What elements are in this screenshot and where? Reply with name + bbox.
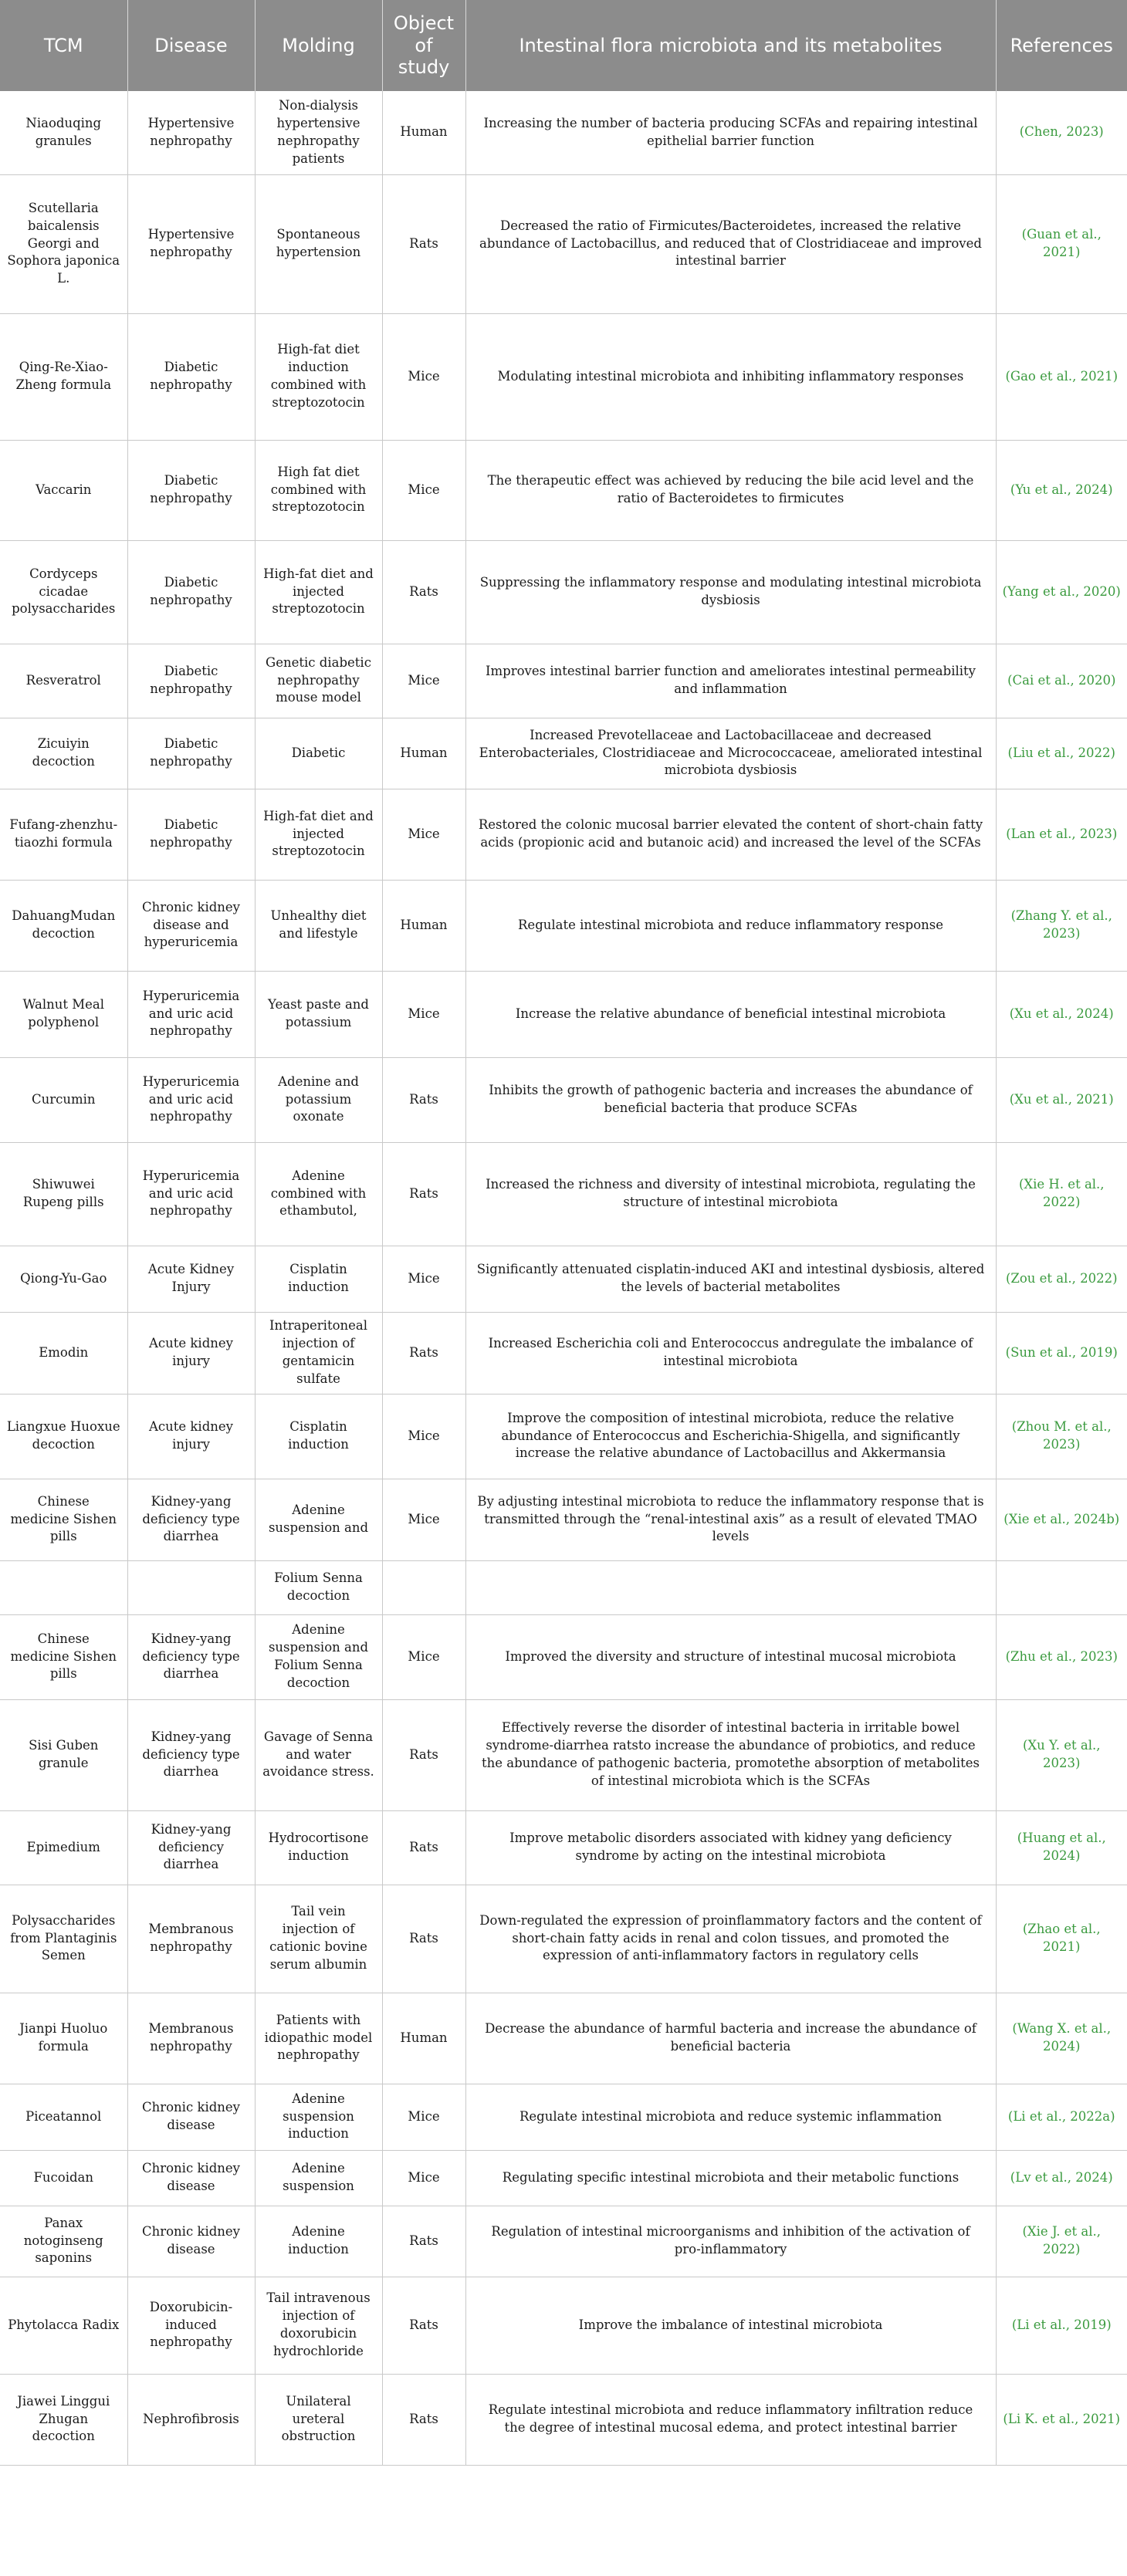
cell-molding: Adenine combined with ethambutol, — [255, 1142, 382, 1246]
table-row — [0, 789, 1127, 880]
cell-object-of-study: Human — [382, 718, 465, 789]
cell-disease: Diabetic nephropathy — [127, 644, 255, 718]
cell-tcm: Chinese medicine Sishen pills — [0, 1614, 127, 1699]
cell-intestinal-flora: Increased Escherichia coli and Enterococcus andregulate the imbalance of intestinal microbiota — [465, 1312, 996, 1394]
cell-object-of-study: Rats — [382, 2277, 465, 2374]
cell-object-of-study: Rats — [382, 1885, 465, 1993]
cell-tcm: Fufang-zhenzhu-tiaozhi formula — [0, 789, 127, 880]
cell-reference[interactable]: (Chen, 2023) — [996, 91, 1127, 174]
cell-molding: Intraperitoneal injection of gentamicin sulfate — [255, 1312, 382, 1394]
cell-tcm: Vaccarin — [0, 440, 127, 540]
cell-reference[interactable]: (Wang X. et al., 2024) — [996, 1993, 1127, 2084]
cell-molding: Genetic diabetic nephropathy mouse model — [255, 644, 382, 718]
cell-reference[interactable]: (Liu et al., 2022) — [996, 718, 1127, 789]
cell-tcm: Jianpi Huoluo formula — [0, 1993, 127, 2084]
header-intestinal-flora: Intestinal flora microbiota and its metabolites — [465, 0, 996, 91]
cell-object-of-study: Rats — [382, 1057, 465, 1142]
table-row — [0, 1057, 1127, 1142]
cell-molding: Adenine induction — [255, 2206, 382, 2277]
cell-tcm: Shiwuwei Rupeng pills — [0, 1142, 127, 1246]
header-molding: Molding — [255, 0, 382, 91]
table-row — [0, 440, 1127, 540]
cell-tcm: DahuangMudan decoction — [0, 880, 127, 971]
table-row — [0, 1394, 1127, 1479]
cell-disease: Acute kidney injury — [127, 1312, 255, 1394]
cell-disease: Kidney-yang deficiency diarrhea — [127, 1810, 255, 1885]
cell-molding: Tail vein injection of cationic bovine serum albumin — [255, 1885, 382, 1993]
table-header — [0, 0, 1127, 91]
cell-object-of-study: Mice — [382, 1394, 465, 1479]
cell-reference[interactable]: (Li et al., 2022a) — [996, 2084, 1127, 2150]
cell-tcm: Chinese medicine Sishen pills — [0, 1479, 127, 1560]
table-row — [0, 1699, 1127, 1810]
table-row — [0, 2277, 1127, 2374]
table-row — [0, 1614, 1127, 1699]
cell-reference[interactable]: (Sun et al., 2019) — [996, 1312, 1127, 1394]
cell-reference[interactable]: (Guan et al., 2021) — [996, 174, 1127, 313]
cell-reference[interactable]: (Li et al., 2019) — [996, 2277, 1127, 2374]
cell-intestinal-flora: Inhibits the growth of pathogenic bacteria and increases the abundance of beneficial bacteria that produce SCFAs — [465, 1057, 996, 1142]
cell-molding: Unhealthy diet and lifestyle — [255, 880, 382, 971]
cell-disease: Acute kidney injury — [127, 1394, 255, 1479]
cell-intestinal-flora: Increasing the number of bacteria producing SCFAs and repairing intestinal epithelial barrier function — [465, 91, 996, 174]
cell-molding: Adenine and potassium oxonate — [255, 1057, 382, 1142]
cell-object-of-study: Human — [382, 91, 465, 174]
cell-tcm: Zicuiyin decoction — [0, 718, 127, 789]
cell-intestinal-flora: Decrease the abundance of harmful bacteria and increase the abundance of beneficial bacteria — [465, 1993, 996, 2084]
cell-tcm: Polysaccharides from Plantaginis Semen — [0, 1885, 127, 1993]
cell-disease: Diabetic nephropathy — [127, 789, 255, 880]
cell-intestinal-flora: Increased Prevotellaceae and Lactobacillaceae and decreased Enterobacteriales, Clostridiaceae and Micrococcaceae, ameliorated intestinal microbiota dysbiosis — [465, 718, 996, 789]
cell-tcm: Piceatannol — [0, 2084, 127, 2150]
cell-disease: Kidney-yang deficiency type diarrhea — [127, 1479, 255, 1560]
table-row — [0, 971, 1127, 1057]
table-row — [0, 1479, 1127, 1560]
cell-reference[interactable]: (Xu et al., 2021) — [996, 1057, 1127, 1142]
table-row — [0, 718, 1127, 789]
cell-reference[interactable]: (Huang et al., 2024) — [996, 1810, 1127, 1885]
table-row — [0, 1246, 1127, 1312]
cell-object-of-study — [382, 1560, 465, 1614]
cell-object-of-study: Rats — [382, 2206, 465, 2277]
cell-intestinal-flora: Regulate intestinal microbiota and reduce inflammatory infiltration reduce the degree of intestinal mucosal edema, and protect intestinal barrier — [465, 2374, 996, 2465]
cell-intestinal-flora: Regulating specific intestinal microbiota and their metabolic functions — [465, 2150, 996, 2206]
cell-intestinal-flora: Improves intestinal barrier function and ameliorates intestinal permeability and inflammation — [465, 644, 996, 718]
table-row — [0, 2150, 1127, 2206]
table-row — [0, 313, 1127, 440]
cell-object-of-study: Mice — [382, 2150, 465, 2206]
cell-molding: High fat diet combined with streptozotocin — [255, 440, 382, 540]
table-row — [0, 91, 1127, 174]
table-row — [0, 2206, 1127, 2277]
cell-disease: Hypertensive nephropathy — [127, 174, 255, 313]
header-row — [0, 0, 1127, 91]
cell-reference[interactable]: (Xu Y. et al., 2023) — [996, 1699, 1127, 1810]
cell-intestinal-flora: Significantly attenuated cisplatin-induced AKI and intestinal dysbiosis, altered the levels of bacterial metabolites — [465, 1246, 996, 1312]
table-row — [0, 1885, 1127, 1993]
header-references: References — [996, 0, 1127, 91]
cell-intestinal-flora: The therapeutic effect was achieved by reducing the bile acid level and the ratio of Bacteroidetes to firmicutes — [465, 440, 996, 540]
cell-reference[interactable]: (Xie et al., 2024b) — [996, 1479, 1127, 1560]
header-disease: Disease — [127, 0, 255, 91]
cell-object-of-study: Rats — [382, 1810, 465, 1885]
table-row — [0, 1993, 1127, 2084]
cell-reference[interactable]: (Xie H. et al., 2022) — [996, 1142, 1127, 1246]
cell-disease: Diabetic nephropathy — [127, 440, 255, 540]
cell-disease: Acute Kidney Injury — [127, 1246, 255, 1312]
cell-object-of-study: Rats — [382, 2374, 465, 2465]
table-row — [0, 1142, 1127, 1246]
table-row — [0, 880, 1127, 971]
cell-intestinal-flora: Down-regulated the expression of proinflammatory factors and the content of short-chain fatty acids in renal and colon tissues, and promoted the expression of anti-inflammatory factors in regulatory cells — [465, 1885, 996, 1993]
cell-tcm: Curcumin — [0, 1057, 127, 1142]
cell-tcm: Panax notoginseng saponins — [0, 2206, 127, 2277]
cell-object-of-study: Human — [382, 880, 465, 971]
cell-reference[interactable]: (Zhang Y. et al., 2023) — [996, 880, 1127, 971]
table-body — [0, 91, 1127, 2465]
cell-molding: Cisplatin induction — [255, 1394, 382, 1479]
cell-disease: Diabetic nephropathy — [127, 313, 255, 440]
cell-molding: Adenine suspension induction — [255, 2084, 382, 2150]
cell-object-of-study: Rats — [382, 174, 465, 313]
cell-object-of-study: Mice — [382, 2084, 465, 2150]
cell-tcm: Jiawei Linggui Zhugan decoction — [0, 2374, 127, 2465]
cell-reference[interactable]: (Zhou M. et al., 2023) — [996, 1394, 1127, 1479]
cell-disease: Hyperuricemia and uric acid nephropathy — [127, 1057, 255, 1142]
cell-molding: Yeast paste and potassium — [255, 971, 382, 1057]
cell-tcm: Emodin — [0, 1312, 127, 1394]
cell-tcm: Qing-Re-Xiao-Zheng formula — [0, 313, 127, 440]
cell-reference[interactable]: (Cai et al., 2020) — [996, 644, 1127, 718]
cell-molding: Patients with idiopathic model nephropathy — [255, 1993, 382, 2084]
cell-intestinal-flora: Improve the imbalance of intestinal microbiota — [465, 2277, 996, 2374]
cell-intestinal-flora: Suppressing the inflammatory response and modulating intestinal microbiota dysbiosis — [465, 540, 996, 644]
cell-intestinal-flora: Modulating intestinal microbiota and inhibiting inflammatory responses — [465, 313, 996, 440]
cell-tcm: Scutellaria baicalensis Georgi and Sophora japonica L. — [0, 174, 127, 313]
cell-molding: Spontaneous hypertension — [255, 174, 382, 313]
cell-tcm: Qiong-Yu-Gao — [0, 1246, 127, 1312]
cell-intestinal-flora: By adjusting intestinal microbiota to reduce the inflammatory response that is transmitted through the “renal-intestinal axis” as a result of elevated TMAO levels — [465, 1479, 996, 1560]
header-object-of-study: Object of study — [382, 0, 465, 91]
cell-object-of-study: Rats — [382, 1142, 465, 1246]
cell-disease — [127, 1560, 255, 1614]
cell-molding: Adenine suspension and Folium Senna decoction — [255, 1614, 382, 1699]
cell-tcm: Epimedium — [0, 1810, 127, 1885]
cell-object-of-study: Mice — [382, 1246, 465, 1312]
cell-reference[interactable]: (Xie J. et al., 2022) — [996, 2206, 1127, 2277]
cell-disease: Diabetic nephropathy — [127, 540, 255, 644]
cell-molding: Unilateral ureteral obstruction — [255, 2374, 382, 2465]
cell-molding: Adenine suspension — [255, 2150, 382, 2206]
cell-tcm: Walnut Meal polyphenol — [0, 971, 127, 1057]
cell-object-of-study: Rats — [382, 1699, 465, 1810]
cell-molding: High-fat diet and injected streptozotocin — [255, 789, 382, 880]
cell-object-of-study: Mice — [382, 789, 465, 880]
cell-disease: Hyperuricemia and uric acid nephropathy — [127, 1142, 255, 1246]
table-row — [0, 540, 1127, 644]
cell-intestinal-flora: Improve metabolic disorders associated with kidney yang deficiency syndrome by acting on the intestinal microbiota — [465, 1810, 996, 1885]
cell-intestinal-flora — [465, 1560, 996, 1614]
cell-object-of-study: Mice — [382, 440, 465, 540]
cell-tcm: Phytolacca Radix — [0, 2277, 127, 2374]
cell-object-of-study: Mice — [382, 1614, 465, 1699]
cell-reference[interactable] — [996, 1560, 1127, 1614]
cell-reference[interactable]: (Xu et al., 2024) — [996, 971, 1127, 1057]
cell-tcm — [0, 1560, 127, 1614]
cell-molding: Folium Senna decoction — [255, 1560, 382, 1614]
cell-disease: Chronic kidney disease — [127, 2084, 255, 2150]
cell-object-of-study: Human — [382, 1993, 465, 2084]
cell-molding: Hydrocortisone induction — [255, 1810, 382, 1885]
cell-disease: Membranous nephropathy — [127, 1993, 255, 2084]
cell-disease: Hyperuricemia and uric acid nephropathy — [127, 971, 255, 1057]
cell-disease: Membranous nephropathy — [127, 1885, 255, 1993]
cell-molding: Cisplatin induction — [255, 1246, 382, 1312]
cell-intestinal-flora: Regulate intestinal microbiota and reduce inflammatory response — [465, 880, 996, 971]
cell-intestinal-flora: Regulation of intestinal microorganisms and inhibition of the activation of pro-inflammatory — [465, 2206, 996, 2277]
cell-object-of-study: Mice — [382, 313, 465, 440]
cell-tcm: Cordyceps cicadae polysaccharides — [0, 540, 127, 644]
cell-molding: High-fat diet induction combined with streptozotocin — [255, 313, 382, 440]
cell-intestinal-flora: Increase the relative abundance of beneficial intestinal microbiota — [465, 971, 996, 1057]
cell-reference[interactable]: (Yang et al., 2020) — [996, 540, 1127, 644]
table-row — [0, 174, 1127, 313]
cell-disease: Kidney-yang deficiency type diarrhea — [127, 1699, 255, 1810]
cell-disease: Hypertensive nephropathy — [127, 91, 255, 174]
table-row — [0, 1560, 1127, 1614]
table-row — [0, 1312, 1127, 1394]
cell-molding: Adenine suspension and — [255, 1479, 382, 1560]
table-row — [0, 1810, 1127, 1885]
table-row — [0, 2084, 1127, 2150]
cell-intestinal-flora: Restored the colonic mucosal barrier elevated the content of short-chain fatty acids (propionic acid and butanoic acid) and increased the level of the SCFAs — [465, 789, 996, 880]
cell-tcm: Sisi Guben granule — [0, 1699, 127, 1810]
cell-molding: High-fat diet and injected streptozotocin — [255, 540, 382, 644]
cell-molding: Tail intravenous injection of doxorubicin hydrochloride — [255, 2277, 382, 2374]
table-row — [0, 2374, 1127, 2465]
cell-molding: Diabetic — [255, 718, 382, 789]
cell-reference[interactable]: (Gao et al., 2021) — [996, 313, 1127, 440]
cell-reference[interactable]: (Li K. et al., 2021) — [996, 2374, 1127, 2465]
cell-object-of-study: Rats — [382, 1312, 465, 1394]
cell-disease: Kidney-yang deficiency type diarrhea — [127, 1614, 255, 1699]
cell-reference[interactable]: (Zou et al., 2022) — [996, 1246, 1127, 1312]
cell-disease: Nephrofibrosis — [127, 2374, 255, 2465]
cell-disease: Doxorubicin-induced nephropathy — [127, 2277, 255, 2374]
cell-disease: Chronic kidney disease — [127, 2150, 255, 2206]
cell-tcm: Liangxue Huoxue decoction — [0, 1394, 127, 1479]
cell-intestinal-flora: Decreased the ratio of Firmicutes/Bacteroidetes, increased the relative abundance of Lactobacillus, and reduced that of Clostridiaceae and improved intestinal barrier — [465, 174, 996, 313]
cell-reference[interactable]: (Yu et al., 2024) — [996, 440, 1127, 540]
cell-reference[interactable]: (Zhu et al., 2023) — [996, 1614, 1127, 1699]
cell-intestinal-flora: Improved the diversity and structure of intestinal mucosal microbiota — [465, 1614, 996, 1699]
cell-object-of-study: Mice — [382, 644, 465, 718]
cell-molding: Non-dialysis hypertensive nephropathy patients — [255, 91, 382, 174]
cell-molding: Gavage of Senna and water avoidance stress. — [255, 1699, 382, 1810]
cell-object-of-study: Rats — [382, 540, 465, 644]
cell-tcm: Niaoduqing granules — [0, 91, 127, 174]
cell-tcm: Resveratrol — [0, 644, 127, 718]
cell-intestinal-flora: Improve the composition of intestinal microbiota, reduce the relative abundance of Enterococcus and Escherichia-Shigella, and significantly increase the relative abundance of Lactobacillus and Akkermansia — [465, 1394, 996, 1479]
cell-intestinal-flora: Regulate intestinal microbiota and reduce systemic inflammation — [465, 2084, 996, 2150]
cell-reference[interactable]: (Lan et al., 2023) — [996, 789, 1127, 880]
cell-disease: Chronic kidney disease and hyperuricemia — [127, 880, 255, 971]
table-row — [0, 644, 1127, 718]
cell-intestinal-flora: Effectively reverse the disorder of intestinal bacteria in irritable bowel syndrome-diarrhea ratsto increase the abundance of probiotics, and reduce the abundance of pathogenic bacteria, promotethe absorption of metabolites of intestinal microbiota which is the SCFAs — [465, 1699, 996, 1810]
cell-object-of-study: Mice — [382, 971, 465, 1057]
cell-reference[interactable]: (Zhao et al., 2021) — [996, 1885, 1127, 1993]
cell-object-of-study: Mice — [382, 1479, 465, 1560]
cell-intestinal-flora: Increased the richness and diversity of intestinal microbiota, regulating the structure of intestinal microbiota — [465, 1142, 996, 1246]
cell-reference[interactable]: (Lv et al., 2024) — [996, 2150, 1127, 2206]
header-tcm: TCM — [0, 0, 127, 91]
cell-disease: Chronic kidney disease — [127, 2206, 255, 2277]
cell-disease: Diabetic nephropathy — [127, 718, 255, 789]
cell-tcm: Fucoidan — [0, 2150, 127, 2206]
